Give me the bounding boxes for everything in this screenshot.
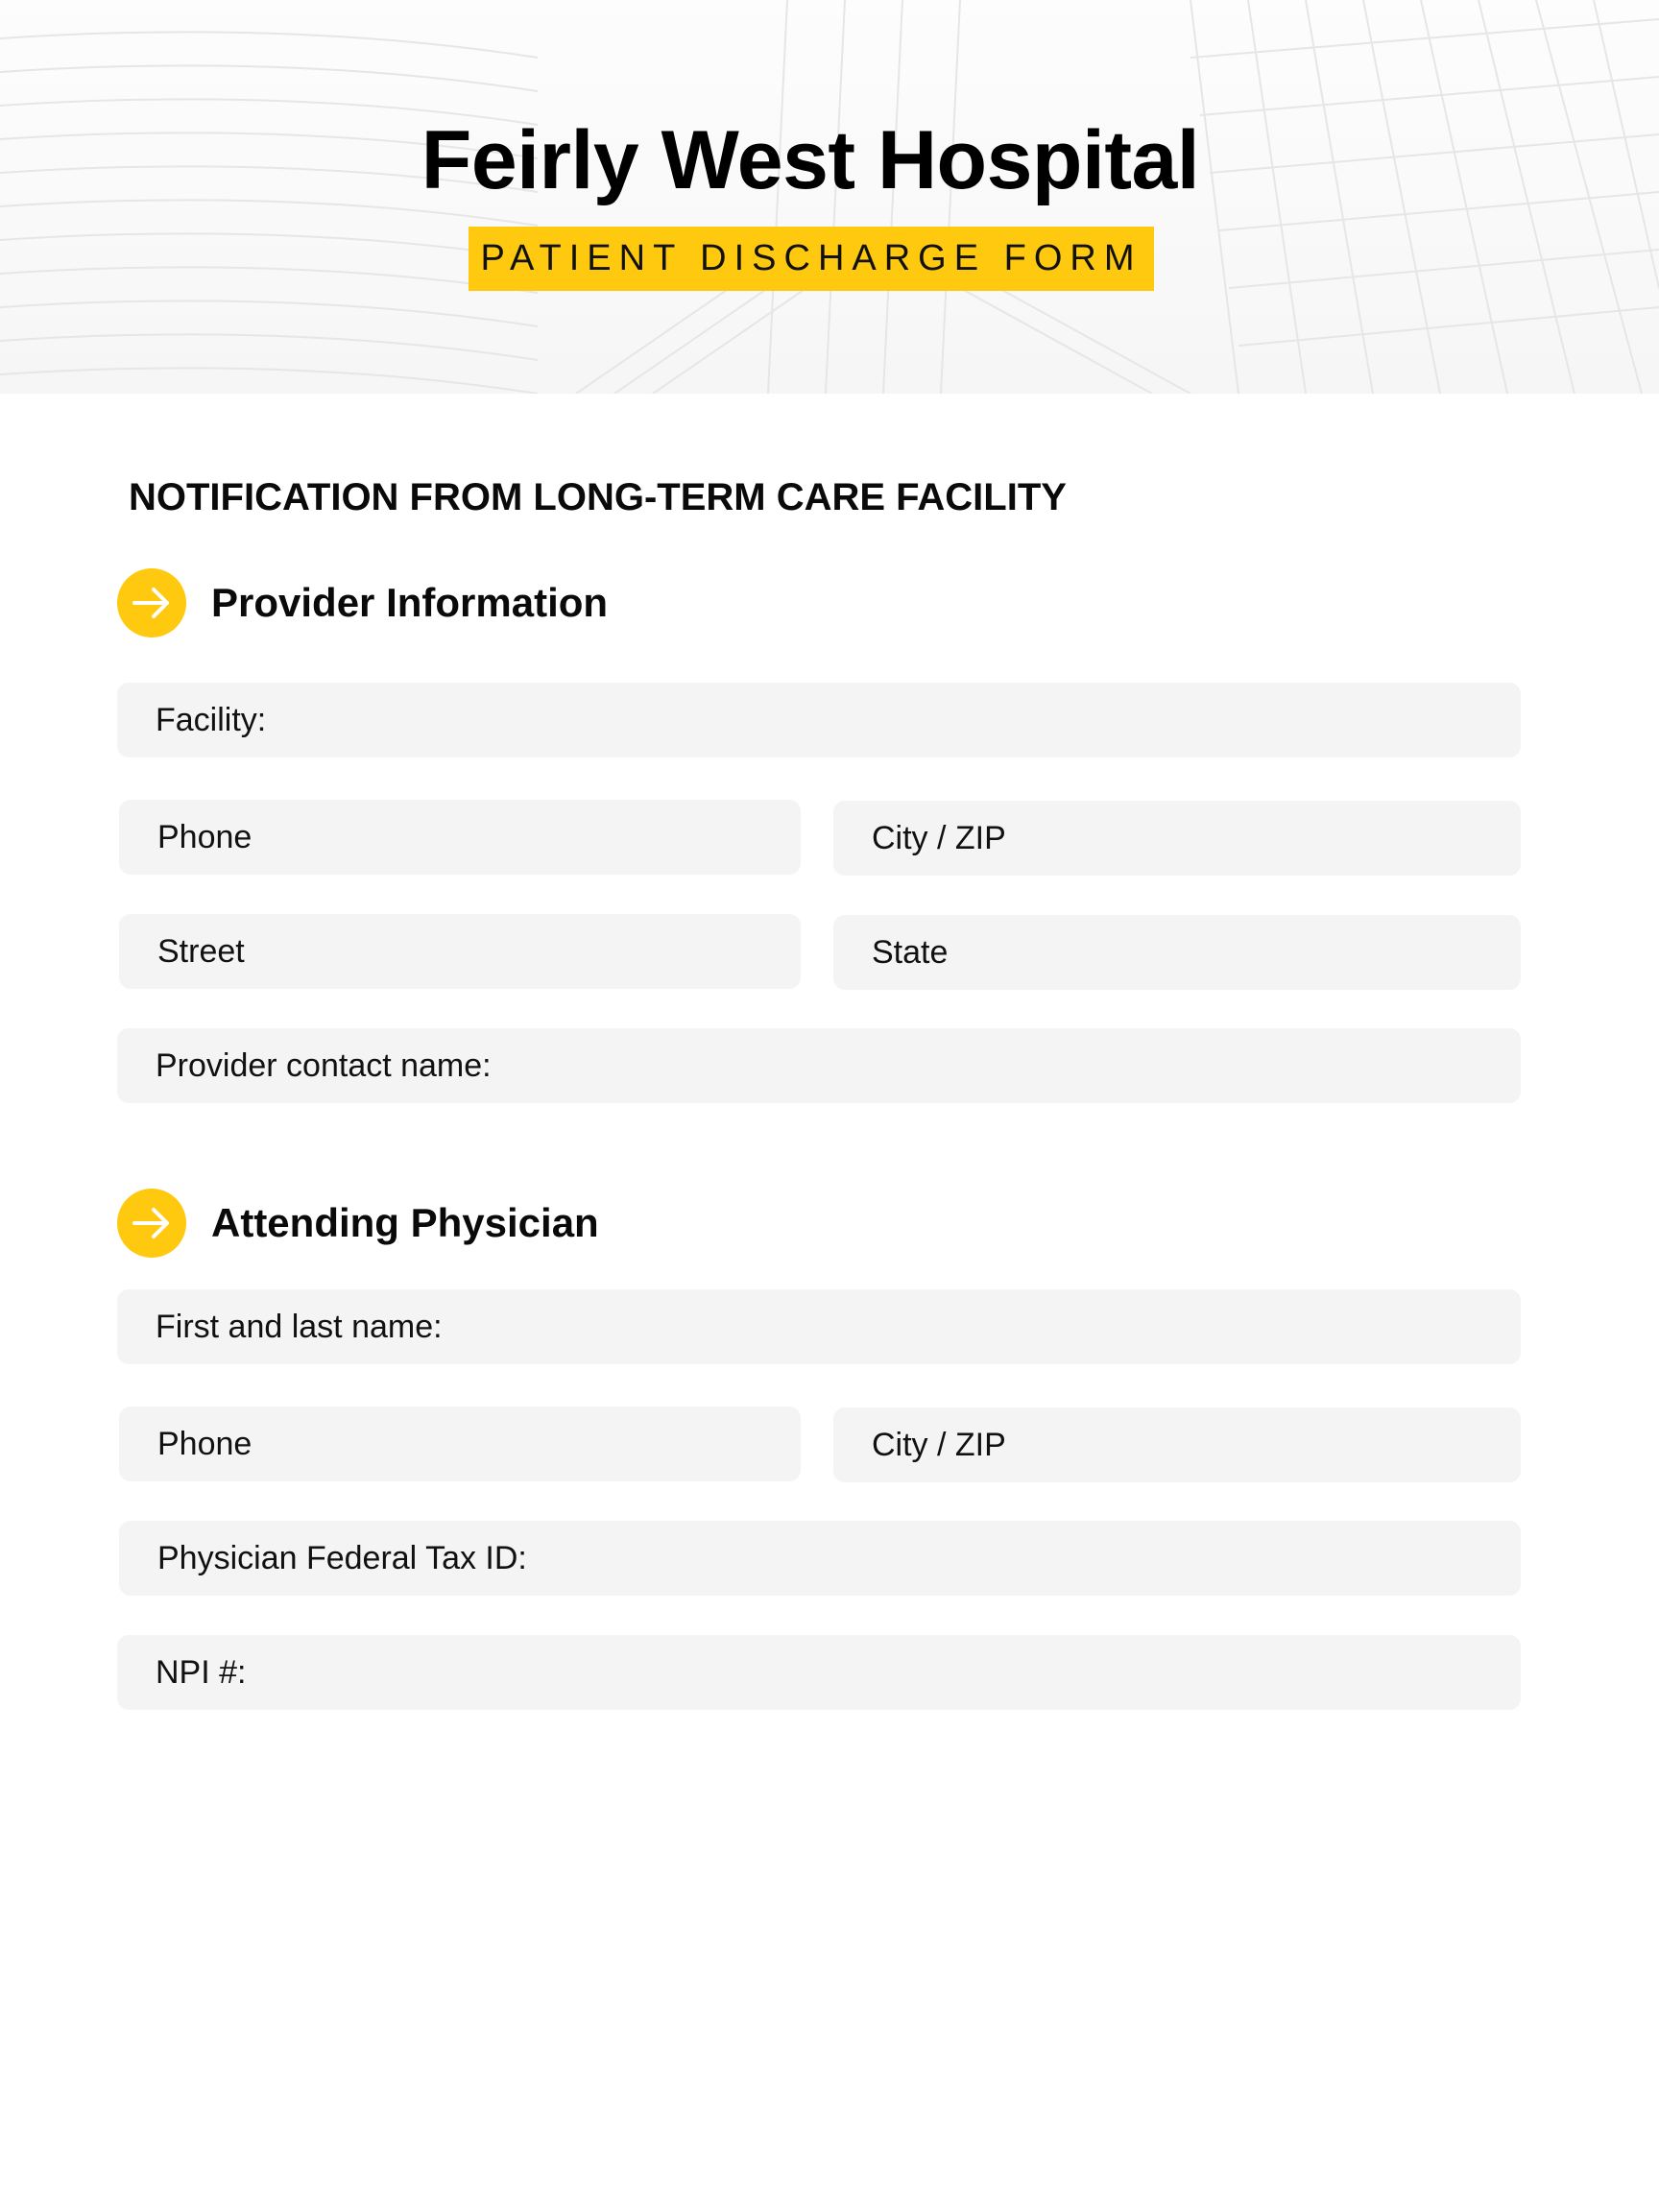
arrow-right-icon [117,568,186,637]
provider-phone-field[interactable] [119,800,801,875]
field-label: City / ZIP [872,820,1006,856]
section-header-attending-physician [117,1189,693,1258]
form-title-banner: PATIENT DISCHARGE FORM [469,227,1154,291]
field-label: Provider contact name: [156,1047,492,1084]
physician-phone-field[interactable] [119,1407,801,1481]
field-label: Street [157,933,245,970]
section-header-provider-information [117,568,693,637]
physician-tax-id-field[interactable] [119,1521,1521,1596]
facility-field[interactable] [117,683,1521,757]
field-label: Physician Federal Tax ID: [157,1540,527,1576]
physician-name-field[interactable] [117,1289,1521,1364]
provider-city-zip-field[interactable] [833,801,1521,876]
section-title: Provider Information [211,580,609,625]
document-heading: NOTIFICATION FROM LONG-TERM CARE FACILITY [129,476,1067,518]
hospital-name: Feirly West Hospital [421,114,1200,206]
provider-street-field[interactable] [119,914,801,989]
field-label: NPI #: [156,1654,247,1691]
field-label: Phone [157,819,252,855]
field-label: First and last name: [156,1309,443,1345]
field-label: Phone [157,1426,252,1462]
field-label: State [872,934,949,971]
provider-contact-name-field[interactable] [117,1028,1521,1103]
field-label: City / ZIP [872,1427,1006,1463]
header-banner [0,0,1659,394]
provider-state-field[interactable] [833,915,1521,990]
npi-number-field[interactable] [117,1635,1521,1710]
field-label: Facility: [156,702,267,738]
arrow-right-icon [117,1189,186,1258]
physician-city-zip-field[interactable] [833,1407,1521,1482]
section-title: Attending Physician [211,1200,599,1245]
